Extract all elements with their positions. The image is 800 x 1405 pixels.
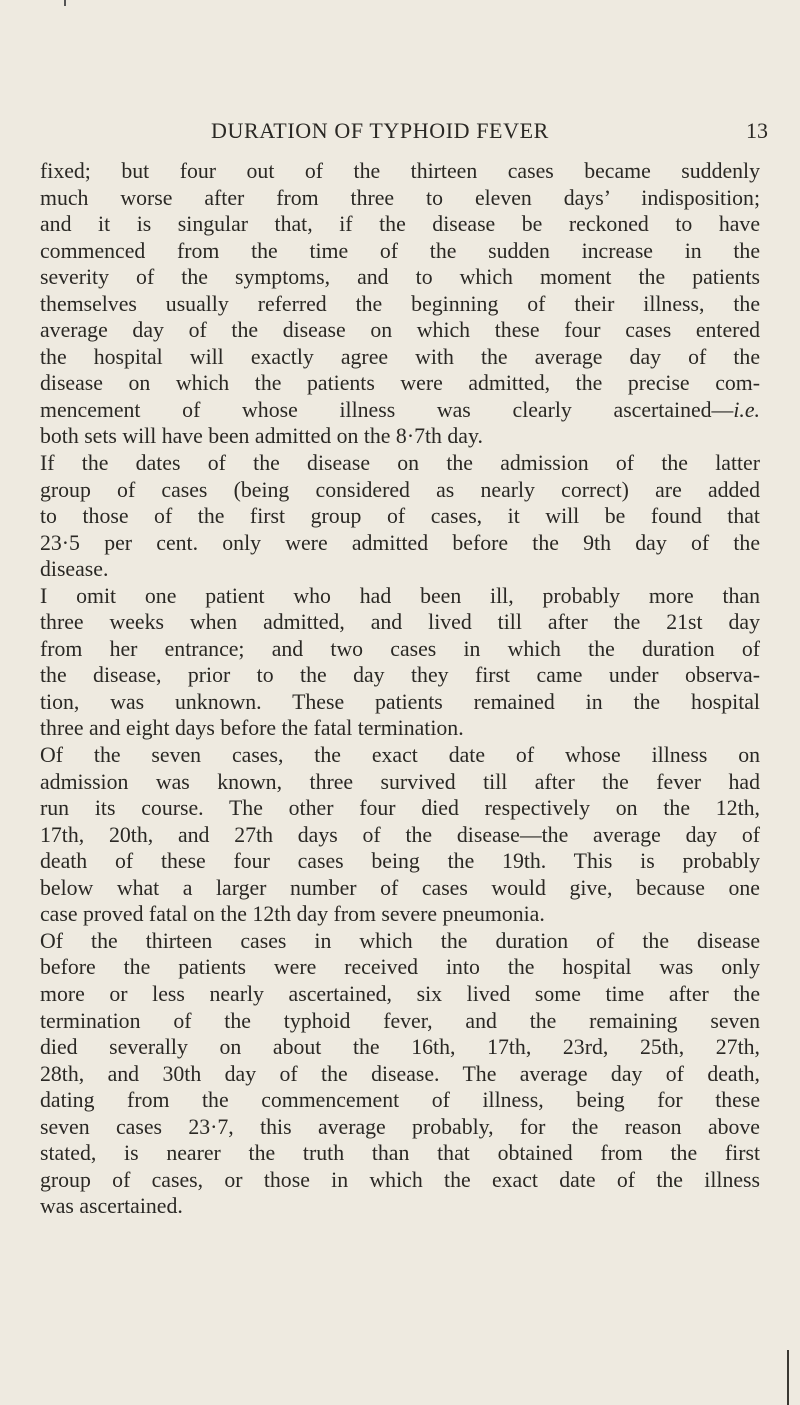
text-line: Of the seven cases, the exact date of whose illness on (40, 743, 760, 768)
text-line: case proved fatal on the 12th day from severe pneumonia. (40, 902, 545, 927)
text-line: three and eight days before the fatal termination. (40, 716, 464, 741)
text-line: admission was known, three survived till after the fever had (40, 769, 760, 794)
text-line: group of cases, or those in which the exact date of the illness (40, 1167, 760, 1192)
text-line: was ascertained. (40, 1194, 183, 1219)
text-line: seven cases 23·7, this average probably, for the reason above (40, 1114, 760, 1139)
text-line: I omit one patient who had been ill, probably more than (40, 583, 760, 608)
page-number: 13 (746, 118, 768, 143)
text-line: 23·5 per cent. only were admitted before the 9th day of the (40, 530, 760, 555)
ie-abbreviation: i.e. (733, 397, 760, 422)
text-line: Of the thirteen cases in which the duration of the disease (40, 928, 760, 953)
text-line: commenced from the time of the sudden increase in the (40, 238, 760, 263)
running-title: DURATION OF TYPHOID FEVER (211, 118, 549, 143)
text-line: the disease, prior to the day they first came under observa- (40, 663, 760, 688)
text-line: died severally on about the 16th, 17th, 23rd, 25th, 27th, (40, 1035, 760, 1060)
text-line: three weeks when admitted, and lived till after the 21st day (40, 610, 760, 635)
text-line: death of these four cases being the 19th. This is probably (40, 849, 760, 874)
text-line: before the patients were received into the hospital was only (40, 955, 760, 980)
text-line: mencement of whose illness was clearly ascertained—i.e. (40, 397, 760, 422)
text-line: disease on which the patients were admitted, the precise com- (40, 371, 760, 396)
text-line: run its course. The other four died respectively on the 12th, (40, 796, 760, 821)
text-line: themselves usually referred the beginning of their illness, the (40, 291, 760, 316)
text-line: group of cases (being considered as nearly correct) are added (40, 477, 760, 502)
text-line: much worse after from three to eleven days’ indisposition; (40, 185, 760, 210)
text-line: stated, is nearer the truth than that obtained from the first (40, 1141, 760, 1166)
text-line: from her entrance; and two cases in which the duration of (40, 636, 760, 661)
text-line: If the dates of the disease on the admission of the latter (40, 451, 760, 476)
scan-edge-mark (787, 1350, 789, 1405)
text-line: the hospital will exactly agree with the average day of the (40, 344, 760, 369)
text-line: more or less nearly ascertained, six lived some time after the (40, 981, 760, 1006)
text-line: both sets will have been admitted on the 8·7th day. (40, 424, 483, 449)
text-line: 28th, and 30th day of the disease. The average day of death, (40, 1061, 760, 1086)
text-line: severity of the symptoms, and to which moment the patients (40, 265, 760, 290)
scan-speck (64, 0, 66, 6)
running-head (0, 118, 800, 148)
body-text (40, 158, 760, 1220)
text-line: termination of the typhoid fever, and the remaining seven (40, 1008, 760, 1033)
text-line: dating from the commencement of illness, being for these (40, 1088, 760, 1113)
text-line: disease. (40, 557, 109, 582)
text-line: to those of the first group of cases, it will be found that (40, 504, 760, 529)
text-line: average day of the disease on which these four cases entered (40, 318, 760, 343)
text-line: and it is singular that, if the disease be reckoned to have (40, 212, 760, 237)
text-line: below what a larger number of cases would give, because one (40, 875, 760, 900)
text-line: tion, was unknown. These patients remained in the hospital (40, 689, 760, 714)
text-line: 17th, 20th, and 27th days of the disease—the average day of (40, 822, 760, 847)
text-line: fixed; but four out of the thirteen cases became suddenly (40, 159, 760, 183)
